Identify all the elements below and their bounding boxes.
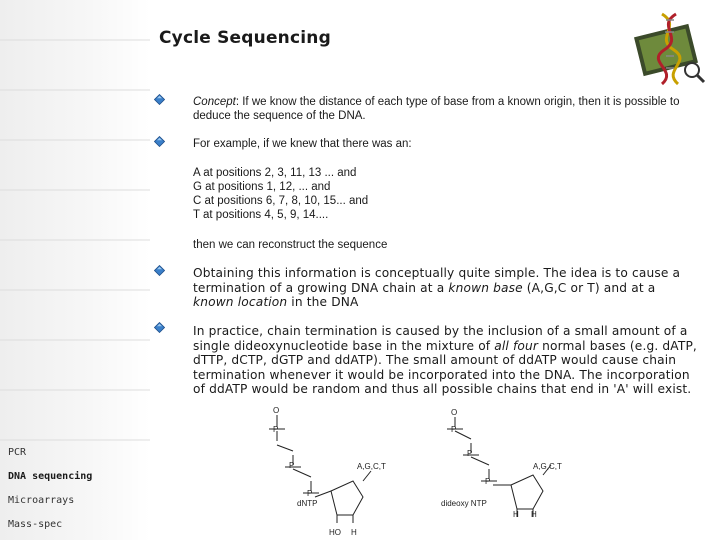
right-p-label-3: P bbox=[485, 477, 491, 486]
left-p-label-3: P bbox=[307, 489, 313, 498]
bullet-icon bbox=[154, 265, 165, 276]
left-caption: dNTP bbox=[297, 499, 318, 508]
position-line-g: G at positions 1, 12, ... and bbox=[193, 181, 331, 193]
right-base-label: A,G,C,T bbox=[533, 462, 562, 471]
sidebar-item-dna-sequencing[interactable]: DNA sequencing bbox=[8, 471, 93, 482]
concept-label: Concept bbox=[193, 96, 236, 108]
obtaining-paragraph bbox=[193, 266, 698, 310]
concept-paragraph bbox=[193, 95, 698, 123]
sidebar-item-mass-spec[interactable]: Mass-spec bbox=[8, 519, 63, 530]
p4-all-four: all four bbox=[494, 338, 539, 353]
left-p-label-1: P bbox=[273, 425, 279, 434]
bullet-icon bbox=[154, 322, 165, 333]
ddntp-structure bbox=[441, 408, 562, 519]
concept-text: : If we know the distance of each type of base from a known origin, then it is possible to deduce the sequence of the DNA. bbox=[193, 96, 680, 122]
left-oh-label: HO bbox=[329, 528, 341, 537]
positions-list bbox=[193, 166, 698, 222]
nucleotide-structures-figure bbox=[255, 405, 585, 540]
bullet-icon bbox=[154, 94, 165, 105]
example-intro: For example, if we knew that there was an: bbox=[193, 138, 412, 150]
right-p-label-2: P bbox=[467, 449, 473, 458]
position-line-c: C at positions 6, 7, 8, 10, 15... and bbox=[193, 195, 369, 207]
p3-text-c: in the DNA bbox=[287, 295, 359, 310]
sidebar-panel bbox=[0, 0, 150, 540]
right-p-label-1: P bbox=[451, 425, 457, 434]
p3-known-location: known location bbox=[193, 295, 288, 310]
p3-text-a: Obtaining this information is conceptually quite simple. The idea is to cause a termination of a growing DNA chain at a bbox=[193, 266, 681, 295]
practice-paragraph bbox=[193, 324, 698, 397]
left-o-label-1: O bbox=[273, 406, 280, 415]
left-p-label-2: P bbox=[289, 461, 295, 470]
left-base-label: A,G,C,T bbox=[357, 462, 386, 471]
sidebar-texture bbox=[0, 0, 150, 540]
p3-known-base: known base bbox=[448, 280, 523, 295]
p4-text-b: normal bases (e.g. dATP, dTTP, dCTP, dGTP and ddATP). The small amount of ddATP would cause chain termination whenever it would be incorporated into the DNA. The incorporation of ddATP would be random and thus all possible chains that end in 'A' will exist. bbox=[193, 338, 697, 397]
p4-text-a: In practice, chain termination is caused by the inclusion of a small amount of a single dideoxynucleotide base in the mixture of bbox=[193, 324, 688, 353]
right-h-label-2: H bbox=[531, 510, 537, 519]
left-h-label: H bbox=[351, 528, 357, 537]
page-title: Cycle Sequencing bbox=[159, 28, 331, 48]
reconstruct-text: then we can reconstruct the sequence bbox=[193, 239, 388, 251]
dntp-structure bbox=[269, 406, 386, 537]
p3-text-b: (A,G,C or T) and at a bbox=[522, 280, 656, 295]
bullet-icon bbox=[154, 136, 165, 147]
right-caption: dideoxy NTP bbox=[441, 499, 487, 508]
position-line-a: A at positions 2, 3, 11, 13 ... and bbox=[193, 167, 357, 179]
position-line-t: T at positions 4, 5, 9, 14.... bbox=[193, 209, 329, 221]
sidebar-item-pcr[interactable]: PCR bbox=[8, 447, 27, 458]
right-h-label-1: H bbox=[513, 510, 519, 519]
right-o-label-1: O bbox=[451, 408, 458, 417]
sidebar-item-microarrays[interactable]: Microarrays bbox=[8, 495, 75, 506]
dna-logo-icon bbox=[632, 8, 712, 88]
